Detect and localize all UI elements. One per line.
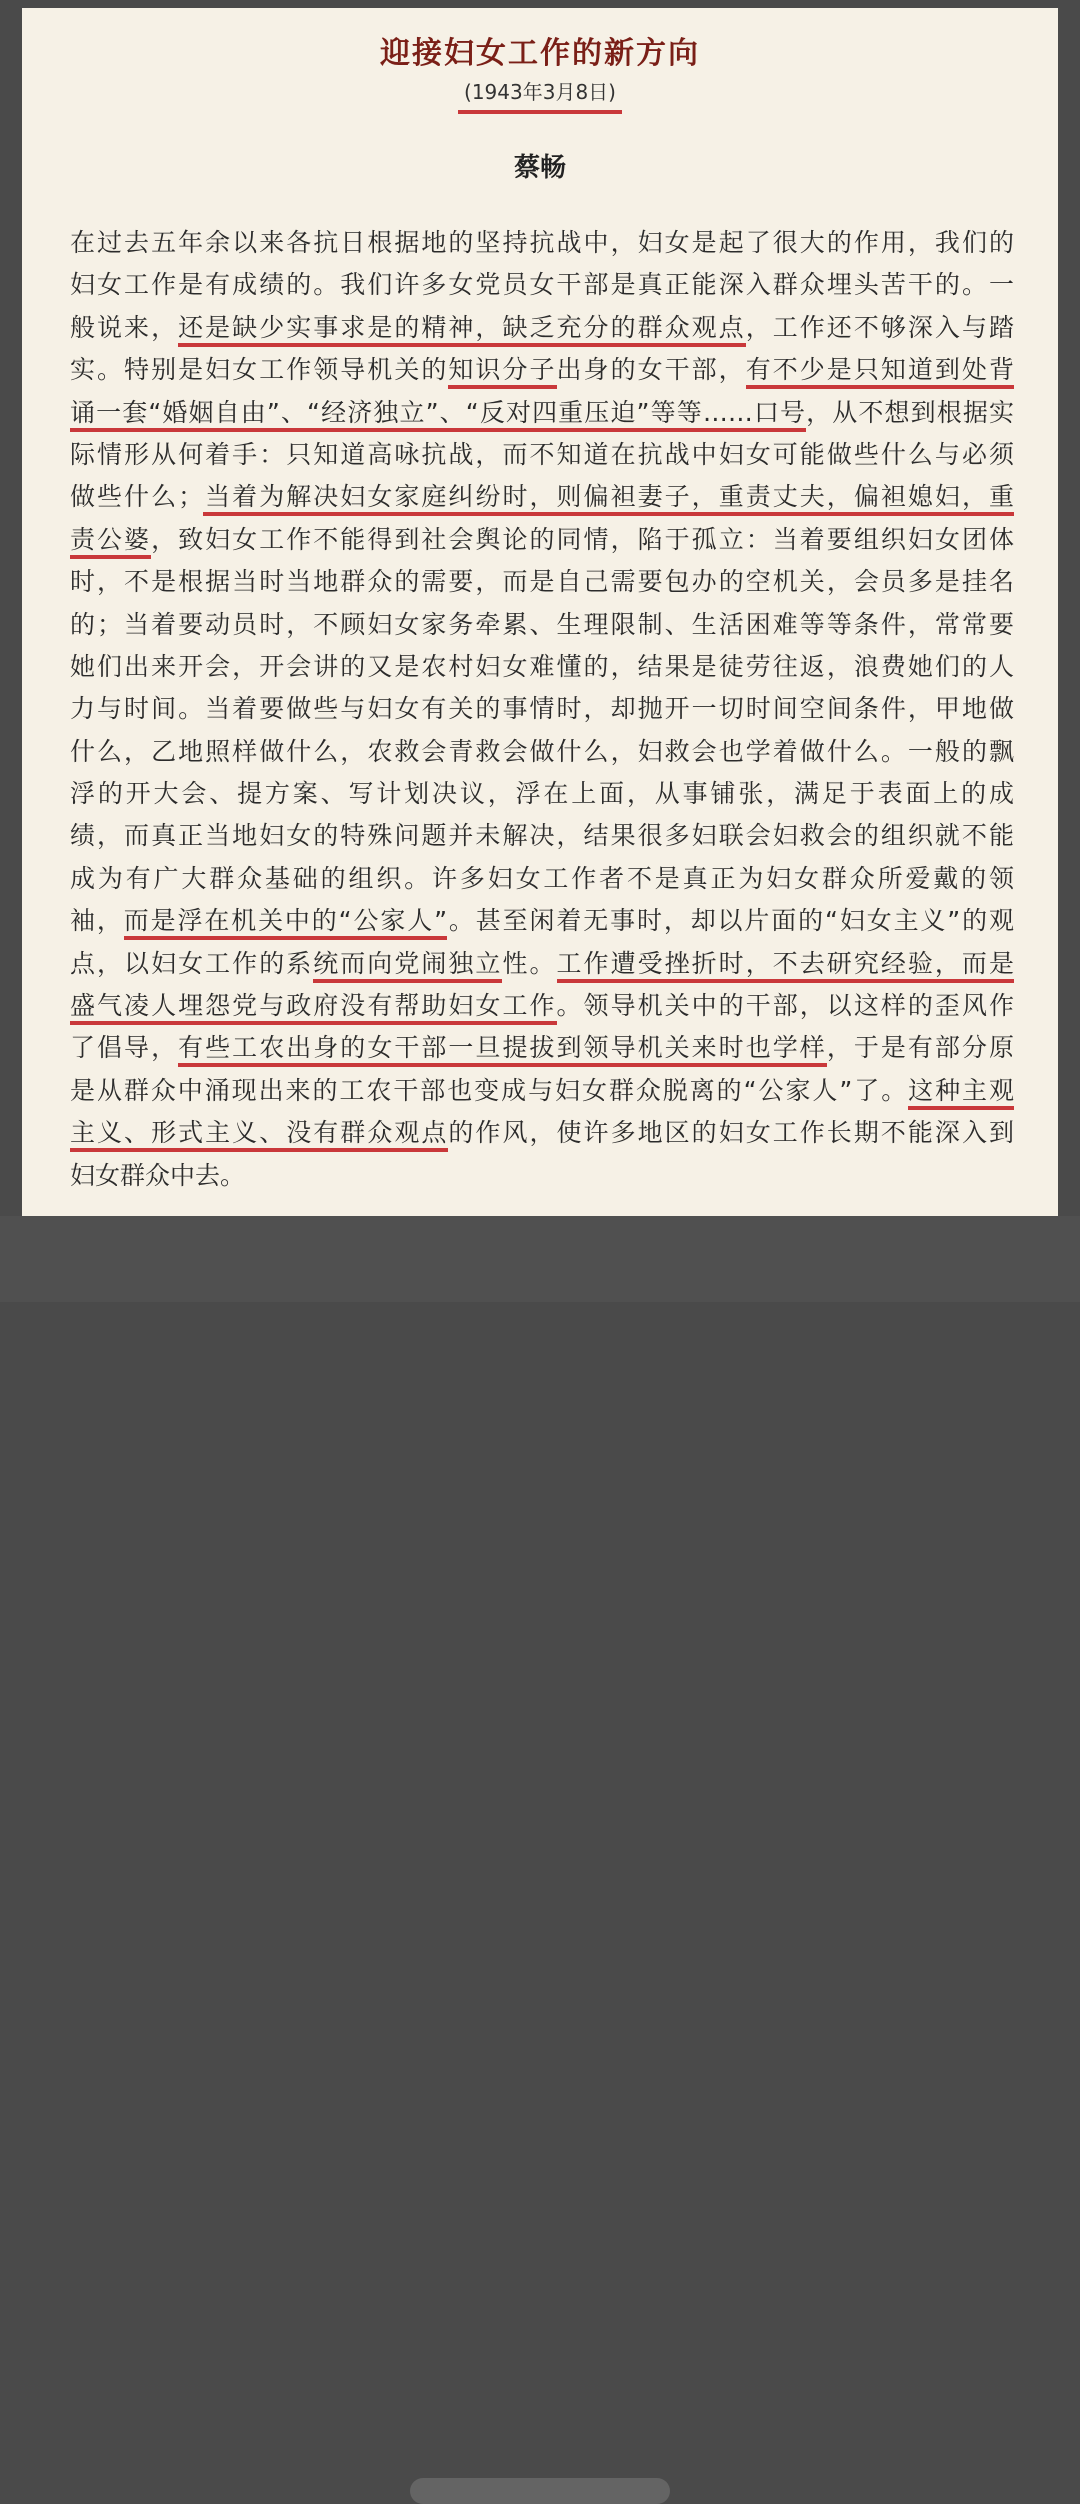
underlined-phrase: 有些工农出身的女干部一旦提拔到领导机关来时也学样 — [178, 1033, 827, 1067]
underlined-phrase: 责公婆 — [70, 525, 151, 559]
text-segment: 。甚至闲着无事时，却以片面的“妇女主义”的观 — [447, 906, 1014, 936]
text-segment: 浮的开大会、提方案、写计划决议，浮在上面，从事铺张，满足于表面上的成 — [70, 779, 1014, 809]
text-line — [70, 476, 1014, 518]
text-line — [70, 561, 1014, 603]
text-line — [70, 519, 1014, 561]
text-segment: 力与时间。当着要做些与妇女有关的事情时，却抛开一切时间空间条件，甲地做 — [70, 694, 1014, 724]
underlined-phrase: 还是缺少实事求是的精神，缺乏充分的群众观点 — [178, 313, 746, 347]
text-segment: 是从群众中涌现出来的工农干部也变成与妇女群众脱离的“公家人”了。 — [70, 1075, 909, 1105]
underlined-phrase: 诵一套“婚姻自由”、“经济独立”、“反对四重压迫”等等……口号 — [70, 398, 806, 432]
text-segment: 实。特别是妇女工作领导机关的 — [70, 355, 449, 385]
blurred-caption — [410, 2478, 670, 2504]
text-segment: 出身的女干部， — [556, 355, 746, 385]
text-line — [70, 688, 1014, 730]
text-line — [70, 858, 1014, 900]
document-page — [22, 8, 1058, 1216]
text-line — [70, 604, 1014, 646]
text-line — [70, 1027, 1014, 1069]
text-segment: 点，以妇女工作的系 — [70, 948, 314, 978]
text-segment: 什么，乙地照样做什么，农救会青救会做什么，妇救会也学着做什么。一般的飘 — [70, 736, 1014, 766]
text-segment: 际情形从何着手：只知道高咏抗战，而不知道在抗战中妇女可能做些什么与必须 — [70, 439, 1014, 469]
text-segment: 的；当着要动员时，不顾妇女家务牵累、生理限制、生活困难等等条件，常常要 — [70, 609, 1014, 639]
article-title: 迎接妇女工作的新方向 — [380, 36, 700, 71]
text-line — [70, 349, 1014, 391]
text-segment: 般说来， — [70, 312, 179, 342]
text-segment: 妇女工作是有成绩的。我们许多女党员女干部是真正能深入群众埋头苦干的。一 — [70, 270, 1014, 300]
text-line — [70, 434, 1014, 476]
underlined-phrase: 工作遭受挫折时，不去研究经验，而是 — [557, 949, 1014, 983]
text-segment: 的作风，使许多地区的妇女工作长期不能深入到 — [448, 1118, 1014, 1148]
underlined-phrase: 统而向党闹独立 — [313, 949, 502, 983]
underlined-phrase: 这种主观 — [908, 1076, 1014, 1110]
text-segment: 性。 — [502, 948, 557, 978]
text-segment: 袖， — [70, 906, 124, 936]
text-segment: 她们出来开会，开会讲的又是农村妇女难懂的，结果是徒劳往返，浪费她们的人 — [70, 651, 1014, 681]
bottom-bar — [0, 1216, 1080, 1302]
underlined-phrase: 有不少是只知道到处背 — [746, 355, 1014, 389]
article-author: 蔡畅 — [513, 153, 566, 183]
text-segment: ，致妇女工作不能得到社会舆论的同情，陷于孤立：当着要组织妇女团体 — [151, 524, 1014, 554]
text-segment: 成为有广大群众基础的组织。许多妇女工作者不是真正为妇女群众所爱戴的领 — [70, 863, 1014, 893]
article-body — [70, 222, 1014, 1197]
text-segment: ，从不想到根据实 — [806, 397, 1014, 427]
text-segment: 了倡导， — [70, 1033, 179, 1063]
article-date — [22, 76, 1058, 114]
underlined-phrase: 主义、形式主义、没有群众观点 — [70, 1118, 448, 1152]
text-line — [70, 307, 1014, 349]
text-line — [70, 1070, 1014, 1112]
text-segment: 时，不是根据当时当地群众的需要，而是自己需要包办的空机关，会员多是挂名 — [70, 567, 1014, 597]
text-line — [70, 773, 1014, 815]
text-segment: 在过去五年余以来各抗日根据地的坚持抗战中，妇女是起了很大的作用，我们的 — [70, 228, 1014, 257]
text-segment: 绩，而真正当地妇女的特殊问题并未解决，结果很多妇联会妇救会的组织就不能 — [70, 821, 1014, 851]
underlined-phrase: 而是浮在机关中的“公家人” — [124, 906, 447, 940]
text-segment: ，工作还不够深入与踏 — [745, 312, 1014, 342]
text-line — [70, 731, 1014, 773]
text-line — [70, 1155, 1014, 1197]
text-segment: ，于是有部分原 — [826, 1033, 1014, 1063]
text-line — [70, 943, 1014, 985]
text-line — [70, 222, 1014, 264]
text-line — [70, 392, 1014, 434]
underlined-phrase: 当着为解决妇女家庭纠纷时，则偏袒妻子，重责丈夫，偏袒媳妇，重 — [203, 482, 1014, 516]
text-line — [70, 900, 1014, 942]
article-date-text: (1943年3月8日) — [458, 76, 622, 114]
text-line — [70, 264, 1014, 306]
text-segment: 。领导机关中的干部，以这样的歪风作 — [556, 991, 1014, 1021]
underlined-phrase: 盛气凌人埋怨党与政府没有帮助妇女工作 — [70, 991, 557, 1025]
text-segment: 做些什么； — [70, 482, 204, 512]
text-line — [70, 646, 1014, 688]
text-segment: 妇女群众中去。 — [70, 1160, 246, 1190]
text-line — [70, 1112, 1014, 1154]
text-line — [70, 815, 1014, 857]
underlined-phrase: 知识分子 — [448, 355, 556, 389]
text-line — [70, 985, 1014, 1027]
